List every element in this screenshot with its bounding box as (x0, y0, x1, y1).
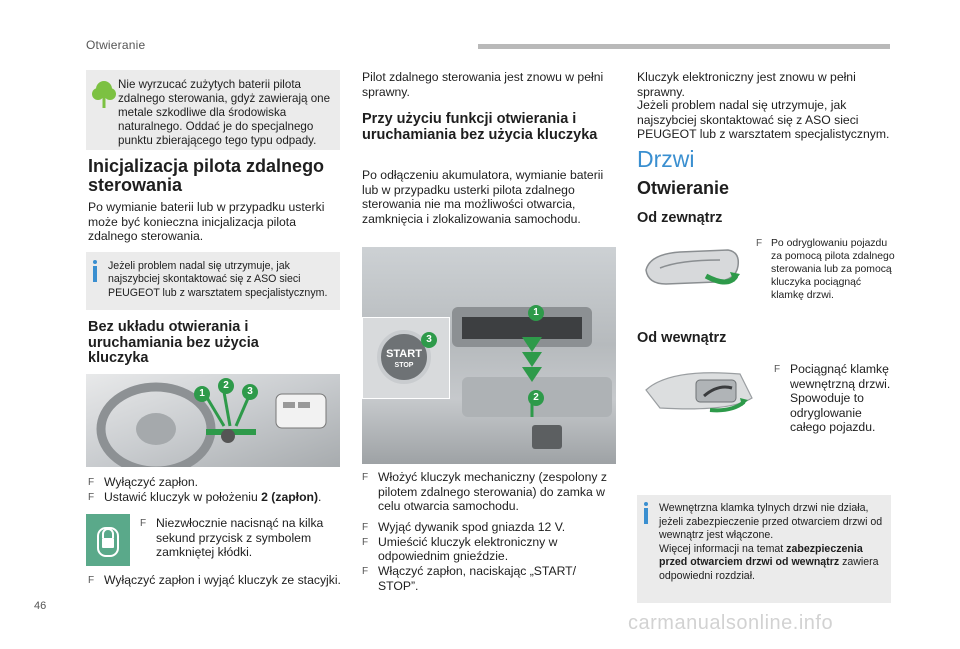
list-item (362, 470, 612, 514)
bullet-icon: F (362, 565, 369, 577)
section-label: Otwieranie (86, 38, 146, 52)
page-number: 46 (34, 600, 47, 612)
lock-badge (86, 514, 130, 566)
info-text (659, 502, 885, 583)
bullet-icon: F (362, 472, 369, 483)
step-text: Niezwłocznie nacisnąć na kilka sekund przycisk z symbolem zamkniętej kłódki. (156, 516, 324, 560)
remote-ok-text: Pilot zdalnego sterowania jest znowu w pełni sprawny. (362, 70, 604, 99)
step-text: Ustawić kluczyk w położeniu (104, 490, 262, 504)
start-label: START (386, 348, 422, 360)
heading-opening (637, 179, 729, 198)
step-text: Umieścić kluczyk elektroniczny w odpowiednim gnieździe. (378, 534, 558, 564)
interior-handle-illustration (640, 362, 760, 418)
list-item (362, 564, 612, 593)
heading-text: Inicjalizacja pilota zdalnego sterowania (88, 156, 325, 195)
info-box-aso (86, 252, 340, 310)
header-bar (478, 44, 890, 49)
callout-3: 3 (242, 384, 258, 400)
list-item (756, 237, 896, 302)
exterior-handle-illustration (640, 236, 750, 302)
callout-2: 2 (218, 378, 234, 394)
aso-contact-text: Jeżeli problem nadal się utrzymuje, jak najszybciej skontaktować się z ASO sieci PEUGEOT lub z warsztatem specjalistycznym. (637, 98, 890, 142)
heading-without-keyless (88, 320, 308, 367)
callout-3: 3 (421, 332, 437, 348)
heading-init-remote (88, 157, 348, 195)
info-box-rear-door (637, 495, 891, 603)
heading-inside (637, 331, 726, 347)
step-text: Włączyć zapłon, naciskając „START/ STOP”. (378, 563, 576, 593)
info-text-2: Więcej informacji na temat (659, 542, 787, 555)
padlock-icon (86, 514, 130, 566)
info-text-bold: zabezpieczenia przed otwarciem drzwi od wewnątrz (659, 542, 863, 568)
start-stop-inset (362, 317, 450, 399)
step-bold: 2 (zapłon) (261, 490, 319, 504)
eco-note-box (86, 70, 340, 150)
heading-text: Od wewnątrz (637, 330, 727, 346)
callout-1: 1 (528, 305, 544, 321)
step-text: Pociągnąć klamkę wewnętrzną drzwi. Spowoduje to odryglowanie całego pojazdu. (790, 362, 891, 435)
bullet-icon: F (88, 575, 95, 586)
bullet-icon: F (774, 364, 781, 375)
heading-with-keyless (362, 112, 602, 143)
chapter-title: Drzwi (637, 146, 695, 172)
list-item (140, 516, 335, 560)
list-item (88, 475, 338, 490)
list-item (88, 573, 343, 588)
keyless-intro: Po odłączeniu akumulatora, wymianie baterii lub w przypadku usterki pilota zdalnego sterowania nie ma możliwości otwarcia, zamknięcia i zlokalizowania samochodu. (362, 168, 604, 226)
bullet-icon: F (756, 238, 763, 249)
step-text: Wyłączyć zapłon i wyjąć kluczyk ze stacyjki. (104, 573, 341, 587)
info-icon (644, 508, 648, 524)
heading-text: Przy użyciu funkcji otwierania i uruchamiania bez użycia kluczyka (362, 111, 598, 143)
heading-text: Otwieranie (637, 178, 730, 198)
lock-step-box (86, 514, 340, 566)
bullet-icon: F (88, 477, 95, 488)
info-text: Jeżeli problem nadal się utrzymuje, jak najszybciej skontaktować się z ASO sieci PEUGEOT lub z warsztatem specjalistycznym. (108, 260, 328, 299)
key-ok-text: Kluczyk elektroniczny jest znowu w pełni sprawny. (637, 70, 856, 99)
init-intro: Po wymianie baterii lub w przypadku usterki może być konieczna inicjalizacja pilota zdalnego sterowania. (88, 200, 325, 244)
list-item (774, 362, 894, 435)
bullet-icon: F (140, 518, 147, 529)
bullet-icon: F (88, 492, 95, 503)
callout-2: 2 (528, 390, 544, 406)
ignition-key-illustration (86, 374, 340, 467)
bullet-icon: F (362, 521, 369, 533)
stop-label: STOP (394, 362, 414, 369)
steering-key-drawing (86, 374, 340, 467)
bullet-icon: F (362, 536, 369, 548)
info-text-1: Wewnętrzna klamka tylnych drzwi nie działa, jeżeli zabezpieczenie przed otwarciem drzwi od wewnątrz jest włączone. (659, 502, 883, 541)
heading-text: Bez układu otwierania i uruchamiania bez użycia kluczyka (88, 319, 259, 366)
callout-1: 1 (194, 386, 210, 402)
list-item (88, 490, 338, 505)
steps-list-1 (88, 475, 338, 505)
keyless-steps (362, 470, 612, 593)
info-text-3: zawiera odpowiedni rozdział. (659, 556, 879, 582)
eco-note-text: Nie wyrzucać zużytych baterii pilota zdalnego sterowania, gdyż zawierają one metale szkodliwe dla środowiska naturalnego. Oddać je do specjalnego punktu zbierającego tego typu odpady. (118, 78, 331, 147)
step-text: Włożyć kluczyk mechaniczny (zespolony z pilotem zdalnego sterowania) do zamka w celu otwarcia samochodu. (378, 470, 607, 514)
leaf-icon (92, 80, 116, 110)
info-icon (93, 266, 97, 282)
watermark: carmanualsonline.info (628, 612, 834, 634)
list-item (362, 520, 612, 535)
step-text-end: . (318, 490, 322, 504)
heading-outside (637, 211, 722, 227)
step-text: Po odryglowaniu pojazdu za pomocą pilota zdalnego sterowania lub za pomocą kluczyka pociągnąć klamkę drzwi. (771, 238, 895, 301)
list-item (362, 535, 612, 564)
step-text: Wyjąć dywanik spod gniazda 12 V. (378, 519, 566, 534)
console-slot-photo (362, 247, 616, 464)
heading-text: Od zewnątrz (637, 210, 723, 226)
step-text: Wyłączyć zapłon. (104, 475, 199, 489)
